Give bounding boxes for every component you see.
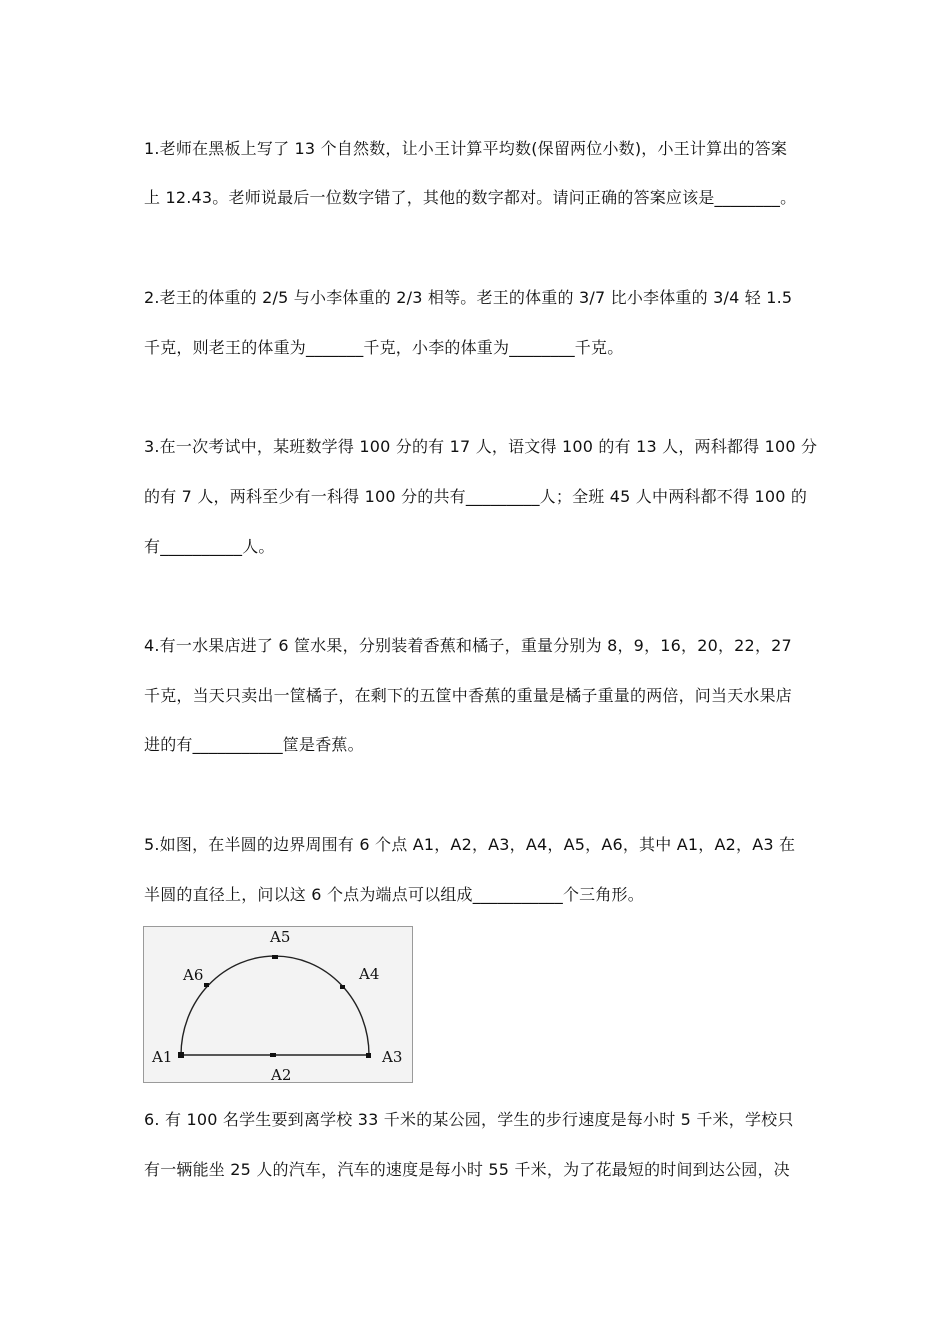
q1-line1: 1.老师在黑板上写了 13 个自然数，让小王计算平均数(保留两位小数)，小王计算出的答案 (144, 139, 788, 158)
q6-line1: 6. 有 100 名学生要到离学校 33 千米的某公园，学生的步行速度是每小时 5 千米，学校只 (144, 1110, 794, 1129)
point-a5-label: A5 (270, 928, 291, 946)
q3-line1: 3.在一次考试中，某班数学得 100 分的有 17 人，语文得 100 的有 13 人，两科都得 100 分 (144, 437, 818, 456)
point-a4-marker (340, 985, 345, 989)
point-a1-label: A1 (152, 1048, 173, 1066)
semicircle-diagram (144, 927, 414, 1084)
q5-line1: 5.如图，在半圆的边界周围有 6 个点 A1，A2，A3，A4，A5，A6，其中 A1，A2，A3 在 (144, 835, 796, 854)
point-a3-marker (366, 1053, 371, 1058)
q3-line2: 的有 7 人，两科至少有一科得 100 分的共有_________人；全班 45 人中两科都不得 100 的 (144, 487, 808, 506)
q4-line3: 进的有___________筐是香蕉。 (144, 735, 364, 754)
point-a2-label: A2 (271, 1066, 292, 1084)
point-a3-label: A3 (382, 1048, 403, 1066)
q1-line2: 上 12.43。老师说最后一位数字错了，其他的数字都对。请问正确的答案应该是________。 (144, 188, 797, 207)
q3-line3: 有__________人。 (144, 537, 275, 556)
semicircle-figure (143, 926, 413, 1083)
point-a2-marker (270, 1053, 276, 1057)
semicircle-arc (181, 956, 369, 1055)
point-a6-marker (204, 983, 209, 987)
q2-line2: 千克，则老王的体重为_______千克，小李的体重为________千克。 (144, 338, 624, 357)
q2-line1: 2.老王的体重的 2/5 与小李体重的 2/3 相等。老王的体重的 3/7 比小李体重的 3/4 轻 1.5 (144, 288, 793, 307)
point-a1-marker (178, 1052, 184, 1058)
point-a5-marker (272, 955, 278, 959)
q6-line2: 有一辆能坐 25 人的汽车，汽车的速度是每小时 55 千米，为了花最短的时间到达公园，决 (144, 1160, 790, 1179)
q4-line2: 千克，当天只卖出一筐橘子，在剩下的五筐中香蕉的重量是橘子重量的两倍，问当天水果店 (144, 686, 793, 705)
point-a4-label: A4 (359, 965, 380, 983)
q5-line2: 半圆的直径上，问以这 6 个点为端点可以组成___________个三角形。 (144, 885, 644, 904)
point-a6-label: A6 (183, 966, 204, 984)
q4-line1: 4.有一水果店进了 6 筐水果，分别装着香蕉和橘子，重量分别为 8，9，16，20，22，27 (144, 636, 792, 655)
